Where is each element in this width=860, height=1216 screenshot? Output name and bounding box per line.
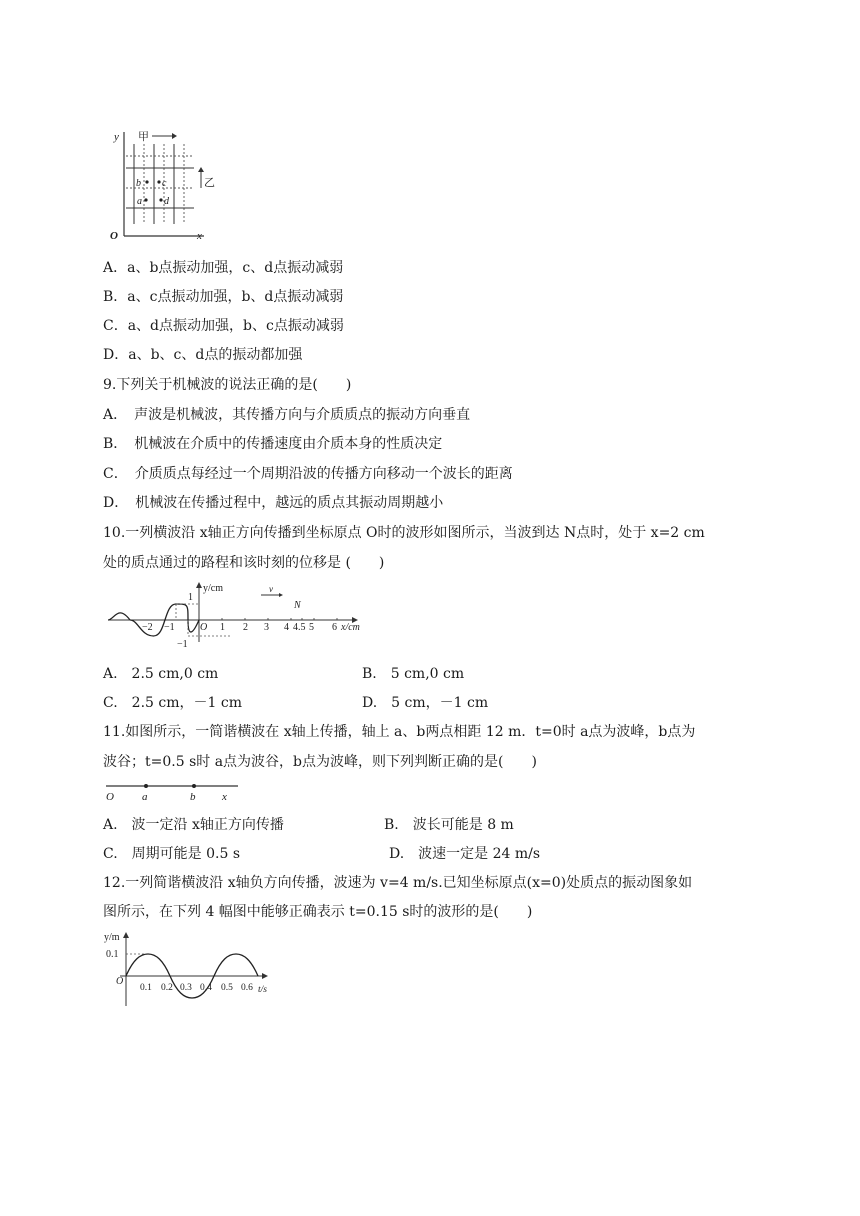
q11-option-c[interactable]: C. 周期可能是 0.5 s	[103, 846, 241, 862]
q9-option-a[interactable]: A． 声波是机械波，其传播方向与介质质点的振动方向垂直	[103, 407, 471, 423]
q11-option-d[interactable]: D. 波速一定是 24 m/s	[389, 846, 541, 862]
q10-fig-tick: 4.5	[293, 622, 306, 633]
q10-fig-tick: 2	[243, 622, 248, 633]
q12-fig-tick: 0.1	[140, 983, 152, 993]
q9-stem: 9.下列关于机械波的说法正确的是( )	[103, 377, 352, 393]
fig8-x-label: x	[197, 230, 202, 242]
q11-fig-x-label: x	[222, 791, 227, 803]
figure-transverse-wave	[104, 580, 384, 650]
q10-fig-tick: 5	[309, 622, 314, 633]
q10-fig-amp-pos: 1	[188, 592, 193, 603]
q10-stem-line2: 处的质点通过的路程和该时刻的位移是 ( )	[103, 555, 385, 571]
q12-fig-xlabel: t/s	[258, 985, 267, 995]
q8-option-d[interactable]: D．a、b、c、d点的振动都加强	[103, 347, 303, 363]
q8-option-b[interactable]: B．a、c点振动加强，b、d点振动减弱	[103, 289, 344, 305]
fig8-y-label: y	[114, 131, 119, 143]
q11-stem-line1: 11.如图所示，一简谐横波在 x轴上传播，轴上 a、b两点相距 12 m．t=0时 a点为波峰，b点为	[103, 724, 696, 740]
q8-option-a[interactable]: A．a、b点振动加强，c、d点振动减弱	[103, 260, 344, 276]
q12-fig-ylabel: y/m	[104, 932, 120, 943]
q10-fig-origin: O	[200, 622, 208, 633]
q10-fig-tick: 3	[264, 622, 269, 633]
q10-fig-tick: 4	[284, 622, 289, 633]
q10-option-d[interactable]: D. 5 cm，－1 cm	[362, 695, 489, 711]
q10-fig-tick: −2	[142, 622, 153, 633]
q10-fig-xlabel: x/cm	[341, 622, 360, 633]
q10-option-c[interactable]: C. 2.5 cm，－1 cm	[103, 695, 242, 711]
q9-option-b[interactable]: B． 机械波在介质中的传播速度由介质本身的性质决定	[103, 436, 443, 452]
q9-option-c[interactable]: C． 介质质点每经过一个周期沿波的传播方向移动一个波长的距离	[103, 466, 513, 482]
q10-fig-tick: 1	[220, 622, 225, 633]
q11-fig-point-a: a	[142, 791, 148, 803]
q8-option-c[interactable]: C．a、d点振动加强，b、c点振动减弱	[103, 318, 344, 334]
fig8-jia-label: 甲	[138, 131, 149, 143]
q12-fig-tick: 0.6	[241, 983, 253, 993]
q11-stem-line2: 波谷；t=0.5 s时 a点为波谷，b点为波峰，则下列判断正确的是( )	[103, 754, 537, 770]
fig8-point-b: b	[136, 178, 141, 189]
fig8-point-a: a	[137, 196, 142, 207]
q12-fig-origin: O	[116, 976, 124, 987]
q12-fig-tick: 0.5	[221, 983, 233, 993]
q12-fig-tick: 0.2	[161, 983, 173, 993]
q10-option-a[interactable]: A. 2.5 cm,0 cm	[103, 666, 219, 682]
fig8-origin-label: O	[110, 230, 118, 242]
q11-fig-point-b: b	[190, 791, 196, 803]
q10-stem-line1: 10.一列横波沿 x轴正方向传播到坐标原点 O时的波形如图所示，当波到达 N点时，处于 x=2 cm	[103, 525, 705, 541]
q12-stem-line2: 图所示，在下列 4 幅图中能够正确表示 t=0.15 s时的波形的是( )	[103, 904, 533, 920]
q10-fig-velocity: v	[269, 584, 273, 594]
figure-interference-grid	[104, 126, 234, 244]
q12-fig-tick: 0.4	[200, 983, 212, 993]
q12-fig-tick: 0.3	[180, 983, 192, 993]
q11-fig-origin: O	[106, 791, 114, 803]
q12-fig-amp: 0.1	[106, 949, 119, 960]
fig8-point-d: d	[164, 196, 169, 207]
figure-vibration-graph	[100, 926, 280, 1010]
q11-option-b[interactable]: B. 波长可能是 8 m	[384, 817, 514, 833]
q12-stem-line1: 12.一列简谐横波沿 x轴负方向传播，波速为 v=4 m/s.已知坐标原点(x=0)处质点的振动图象如	[103, 875, 693, 891]
fig8-point-c: c	[162, 178, 167, 189]
q9-option-d[interactable]: D． 机械波在传播过程中，越远的质点其振动周期越小	[103, 495, 444, 511]
q10-option-b[interactable]: B. 5 cm,0 cm	[362, 666, 465, 682]
q10-fig-tick: −1	[164, 622, 175, 633]
q10-fig-tick: 6	[332, 622, 337, 633]
q11-option-a[interactable]: A. 波一定沿 x轴正方向传播	[103, 817, 284, 833]
q10-fig-ylabel: y/cm	[203, 583, 223, 594]
q10-fig-point-n: N	[294, 600, 301, 611]
fig8-yi-label: 乙	[204, 177, 215, 189]
q10-fig-amp-neg: −1	[177, 639, 188, 650]
figure-axis-ab	[104, 778, 244, 804]
